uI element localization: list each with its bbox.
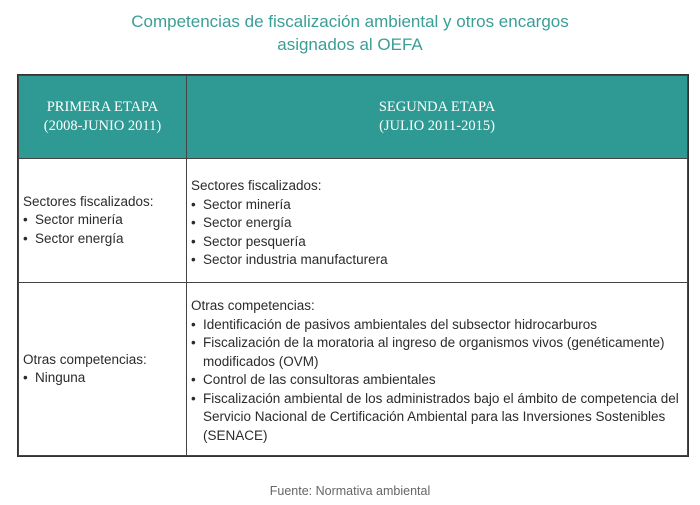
cell-r1-c2 [187, 159, 688, 283]
bullet-icon: • [23, 230, 28, 246]
table-row [19, 159, 688, 283]
bullet-icon: • [191, 252, 196, 267]
list-item-text: Fiscalización de la moratoria al ingreso de organismos vivos (genéticamente) modificados (OVM) [203, 335, 665, 369]
list-item [191, 196, 683, 215]
list-item [191, 316, 683, 335]
list-item-text: Identificación de pasivos ambientales del subsector hidrocarburos [203, 316, 597, 332]
list-item [23, 230, 182, 249]
header-2-line-1: SEGUNDA ETAPA [378, 99, 496, 115]
list-item-text: Sector energía [203, 215, 292, 230]
bullet-icon: • [191, 196, 196, 212]
table-row [19, 283, 688, 456]
bullet-icon: • [191, 390, 196, 406]
cell-r2-c2 [187, 283, 688, 456]
list-item [191, 390, 683, 446]
header-primera-etapa [19, 76, 187, 159]
bullet-icon: • [191, 233, 196, 249]
cell-heading: Sectores fiscalizados: [23, 193, 154, 209]
bullet-icon: • [191, 372, 196, 387]
competencias-table [17, 74, 689, 457]
cell-heading: Otras competencias: [23, 351, 147, 367]
list-item-text: Control de las consultoras ambientales [203, 372, 436, 387]
header-2-line-2: (JULIO 2011-2015) [379, 118, 495, 134]
list-item [23, 211, 182, 230]
list-item [23, 369, 182, 388]
cell-r1-c1 [19, 159, 187, 283]
bullet-icon: • [191, 215, 196, 230]
cell-heading: Sectores fiscalizados: [191, 178, 322, 193]
table [18, 75, 688, 456]
title-line-1: Competencias de fiscalización ambiental y otros encargos [131, 12, 569, 31]
list-item-text: Sector minería [35, 212, 123, 228]
header-segunda-etapa [187, 76, 688, 159]
source-note: Fuente: Normativa ambiental [269, 484, 431, 498]
list-item-text: Sector pesquería [203, 233, 306, 249]
cell-r2-c1 [19, 283, 187, 456]
list-item-text: Sector minería [203, 196, 291, 212]
header-1-line-2: (2008-JUNIO 2011) [43, 118, 162, 134]
list-item-text: Sector energía [35, 230, 124, 246]
list-item [191, 334, 683, 371]
page-title [0, 10, 700, 56]
list-item [191, 233, 683, 252]
header-1-line-1: PRIMERA ETAPA [46, 99, 159, 115]
list-item [191, 214, 683, 233]
cell-heading: Otras competencias: [191, 298, 315, 313]
list-item-text: Fiscalización ambiental de los administrados bajo el ámbito de competencia del Servicio Nacional de Certificación Ambiental para las Inversiones Sostenibles (SENACE) [203, 390, 679, 443]
list-item-text: Ninguna [35, 370, 86, 385]
bullet-icon: • [23, 370, 28, 385]
list-item [191, 251, 683, 270]
list-item [191, 371, 683, 390]
list-item-text: Sector industria manufacturera [203, 252, 388, 267]
bullet-icon: • [23, 212, 28, 228]
bullet-icon: • [191, 335, 196, 350]
header-row [19, 76, 688, 159]
bullet-icon: • [191, 316, 196, 332]
title-line-2: asignados al OEFA [277, 35, 423, 54]
